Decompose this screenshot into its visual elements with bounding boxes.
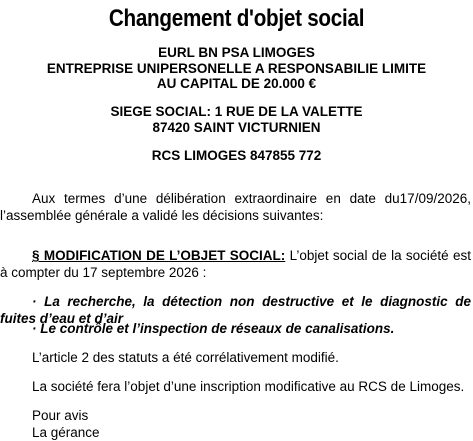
registration-note: La société fera l’objet d’une inscription modificative au RCS de Limoges. bbox=[32, 379, 465, 394]
intro-paragraph: Aux termes d’une délibération extraordinaire en date du17/09/2026, l’assemblée générale a validé les décisions suivantes: bbox=[0, 191, 471, 223]
head-office-address: SIEGE SOCIAL: 1 RUE DE LA VALETTE bbox=[110, 104, 363, 119]
section-paragraph bbox=[0, 247, 471, 281]
document-title: Changement d'objet social bbox=[108, 5, 365, 32]
company-name: EURL BN PSA LIMOGES bbox=[158, 45, 315, 60]
closing-line: Pour avis bbox=[32, 408, 89, 423]
head-office-city: 87420 SAINT VICTURNIEN bbox=[152, 120, 321, 135]
article-note: L’article 2 des statuts a été corrélativement modifié. bbox=[32, 350, 339, 365]
bullet-item: · Le contrôle et l’inspection de réseaux de canalisations. bbox=[32, 321, 395, 336]
section-text: L’objet social de la société est à compter du 17 septembre 2026 : bbox=[0, 248, 471, 280]
company-capital: AU CAPITAL DE 20.000 € bbox=[156, 76, 317, 91]
section-heading: § MODIFICATION DE L’OBJET SOCIAL: bbox=[32, 248, 286, 263]
signature-line: La gérance bbox=[32, 425, 100, 440]
bullet-item: · La recherche, la détection non destructive et le diagnostic de fuites d’eau et d’air bbox=[0, 294, 471, 326]
rcs-number: RCS LIMOGES 847855 772 bbox=[151, 148, 322, 163]
company-type: ENTREPRISE UNIPERSONELLE A RESPONSABILIE LIMITE bbox=[46, 61, 427, 76]
